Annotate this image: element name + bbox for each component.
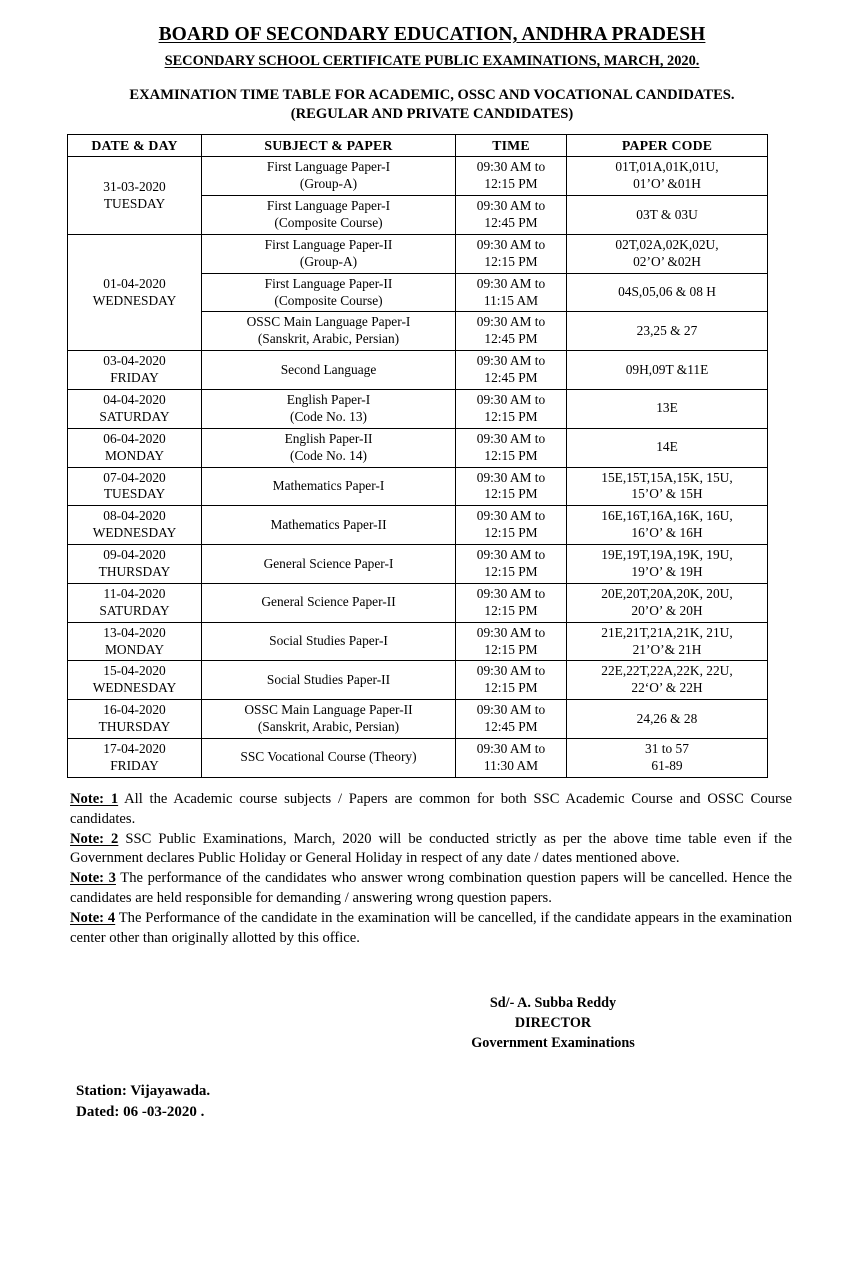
cell-subject-paper	[202, 583, 456, 622]
table-row	[68, 739, 768, 778]
time-end: 12:15 PM	[484, 253, 538, 269]
table-row	[68, 622, 768, 661]
cell-subject-paper	[202, 622, 456, 661]
table-row	[68, 700, 768, 739]
paper-code-line-2: 22‘O’ & 22H	[631, 680, 703, 696]
timetable-header-row	[68, 135, 768, 157]
cell-paper-code	[567, 351, 768, 390]
time-start: 09:30 AM to	[476, 585, 546, 601]
cell-subject-paper	[202, 234, 456, 273]
paper-code-line-1: 31 to 57	[645, 741, 689, 757]
time-start: 09:30 AM to	[476, 663, 546, 679]
cell-paper-code	[567, 739, 768, 778]
time-start: 09:30 AM to	[476, 236, 546, 252]
time-start: 09:30 AM to	[476, 314, 546, 330]
time-start: 09:30 AM to	[476, 702, 546, 718]
cell-paper-code	[567, 506, 768, 545]
time-end: 12:15 PM	[484, 641, 538, 657]
subject-name: Second Language	[280, 361, 377, 377]
cell-time	[456, 428, 567, 467]
table-row	[68, 390, 768, 429]
cell-date-day	[68, 545, 202, 584]
cell-paper-code	[567, 545, 768, 584]
note-label: Note: 4	[70, 909, 116, 926]
time-start: 09:30 AM to	[476, 508, 546, 524]
paper-code-line-2: 16’O’ & 16H	[631, 525, 703, 541]
note-text: All the Academic course subjects / Papers are common for both SSC Academic Course and OSSC Course candidates.	[70, 790, 792, 827]
document-header	[0, 0, 864, 123]
cell-time	[456, 467, 567, 506]
table-row	[68, 661, 768, 700]
subject-name: First Language Paper-II	[264, 236, 393, 252]
exam-timetable	[67, 134, 768, 778]
subject-name: First Language Paper-I	[266, 198, 391, 214]
footer-dated: Dated: 06 -03-2020 .	[76, 1103, 205, 1120]
subject-detail: (Code No. 14)	[290, 447, 367, 463]
signature-designation: DIRECTOR	[514, 1014, 592, 1031]
time-start: 09:30 AM to	[476, 547, 546, 563]
exam-date: 06-04-2020	[103, 430, 166, 446]
time-end: 12:45 PM	[484, 719, 538, 735]
subject-name: First Language Paper-I	[266, 159, 391, 175]
exam-date: 15-04-2020	[103, 663, 166, 679]
paper-code-line-1: 14E	[656, 439, 678, 455]
paper-code-line-1: 13E	[656, 400, 678, 416]
cell-subject-paper	[202, 196, 456, 235]
page-subtitle: SECONDARY SCHOOL CERTIFICATE PUBLIC EXAMINATIONS, MARCH, 2020.	[164, 53, 700, 70]
footer-block	[0, 1081, 864, 1122]
time-end: 12:15 PM	[484, 447, 538, 463]
cell-paper-code	[567, 467, 768, 506]
paper-code-line-1: 20E,20T,20A,20K, 20U,	[601, 585, 733, 601]
timetable-body	[68, 157, 768, 778]
note-text: SSC Public Examinations, March, 2020 will be conducted strictly as per the above time table even if the Government declares Public Holiday or General Holiday in respect of any date / dates mentioned above.	[70, 830, 792, 867]
cell-subject-paper	[202, 428, 456, 467]
column-header-date-day: DATE & DAY	[68, 135, 202, 157]
cell-date-day	[68, 390, 202, 429]
cell-subject-paper	[202, 351, 456, 390]
paper-code-line-2: 21’O’& 21H	[632, 641, 702, 657]
exam-day: TUESDAY	[103, 195, 166, 211]
cell-time	[456, 196, 567, 235]
paper-code-line-1: 01T,01A,01K,01U,	[615, 159, 719, 175]
cell-time	[456, 583, 567, 622]
paper-code-line-2: 02’O’ &02H	[633, 253, 701, 269]
exam-date: 01-04-2020	[103, 275, 166, 291]
table-row	[68, 583, 768, 622]
subject-name: English Paper-II	[284, 430, 373, 446]
cell-paper-code	[567, 196, 768, 235]
cell-date-day	[68, 234, 202, 350]
subject-name: English Paper-I	[286, 392, 371, 408]
note-label: Note: 2	[70, 830, 119, 847]
time-start: 09:30 AM to	[476, 275, 546, 291]
subject-name: OSSC Main Language Paper-I	[246, 314, 411, 330]
column-header-time: TIME	[456, 135, 567, 157]
cell-subject-paper	[202, 312, 456, 351]
exam-date: 04-04-2020	[103, 392, 166, 408]
note-text: The Performance of the candidate in the examination will be cancelled, if the candidate appears in the examination center other than originally allotted by this office.	[70, 909, 793, 946]
exam-day: FRIDAY	[110, 757, 159, 773]
exam-day: WEDNESDAY	[92, 292, 177, 308]
subject-name: Mathematics Paper-I	[272, 478, 385, 494]
subject-name: Mathematics Paper-II	[270, 516, 387, 532]
cell-date-day	[68, 739, 202, 778]
column-header-paper-code: PAPER CODE	[567, 135, 768, 157]
cell-paper-code	[567, 661, 768, 700]
subject-name: OSSC Main Language Paper-II	[244, 702, 413, 718]
paper-code-line-1: 15E,15T,15A,15K, 15U,	[601, 469, 733, 485]
time-end: 12:15 PM	[484, 602, 538, 618]
exam-date: 11-04-2020	[103, 585, 166, 601]
timetable-container	[0, 134, 864, 778]
cell-date-day	[68, 351, 202, 390]
subject-name: Social Studies Paper-II	[266, 671, 391, 687]
exam-date: 09-04-2020	[103, 547, 166, 563]
cell-paper-code	[567, 428, 768, 467]
time-start: 09:30 AM to	[476, 159, 546, 175]
paper-code-line-1: 04S,05,06 & 08 H	[618, 284, 716, 300]
time-end: 12:15 PM	[484, 680, 538, 696]
cell-subject-paper	[202, 700, 456, 739]
cell-paper-code	[567, 234, 768, 273]
exam-date: 08-04-2020	[103, 508, 166, 524]
subject-name: General Science Paper-I	[263, 555, 394, 571]
table-row	[68, 351, 768, 390]
exam-day: WEDNESDAY	[92, 680, 177, 696]
time-start: 09:30 AM to	[476, 469, 546, 485]
page-title: BOARD OF SECONDARY EDUCATION, ANDHRA PRADESH	[158, 24, 706, 45]
subject-detail: (Group-A)	[299, 176, 358, 192]
cell-subject-paper	[202, 273, 456, 312]
paper-code-line-2: 20’O’ & 20H	[631, 602, 703, 618]
paper-code-line-1: 24,26 & 28	[636, 710, 698, 726]
subject-detail: (Composite Course)	[274, 292, 383, 308]
time-end: 12:15 PM	[484, 564, 538, 580]
exam-day: WEDNESDAY	[92, 525, 177, 541]
cell-subject-paper	[202, 467, 456, 506]
signature-department: Government Examinations	[471, 1034, 635, 1051]
cell-paper-code	[567, 312, 768, 351]
time-start: 09:30 AM to	[476, 392, 546, 408]
cell-time	[456, 273, 567, 312]
subject-name: General Science Paper-II	[261, 594, 396, 610]
cell-date-day	[68, 428, 202, 467]
cell-subject-paper	[202, 661, 456, 700]
cell-paper-code	[567, 622, 768, 661]
time-end: 12:15 PM	[484, 486, 538, 502]
cell-time	[456, 545, 567, 584]
exam-date: 07-04-2020	[103, 469, 166, 485]
signature-inner	[471, 993, 635, 1053]
exam-day: TUESDAY	[103, 486, 166, 502]
cell-time	[456, 661, 567, 700]
cell-date-day	[68, 622, 202, 661]
note-item	[70, 909, 792, 949]
table-row	[68, 428, 768, 467]
cell-time	[456, 700, 567, 739]
paper-code-line-1: 23,25 & 27	[636, 322, 698, 338]
table-row	[68, 467, 768, 506]
cell-date-day	[68, 700, 202, 739]
table-row	[68, 157, 768, 196]
cell-paper-code	[567, 273, 768, 312]
cell-time	[456, 739, 567, 778]
exam-day: THURSDAY	[98, 719, 171, 735]
paper-code-line-1: 21E,21T,21A,21K, 21U,	[601, 624, 733, 640]
time-end: 12:45 PM	[484, 331, 538, 347]
exam-date: 31-03-2020	[103, 178, 166, 194]
paper-code-line-2: 15’O’ & 15H	[631, 486, 703, 502]
subject-detail: (Code No. 13)	[290, 408, 367, 424]
cell-time	[456, 157, 567, 196]
time-end: 11:15 AM	[483, 292, 539, 308]
exam-date: 13-04-2020	[103, 624, 166, 640]
page-description-line-1: EXAMINATION TIME TABLE FOR ACADEMIC, OSSC AND VOCATIONAL CANDIDATES.	[129, 86, 735, 103]
subject-name: First Language Paper-II	[264, 275, 393, 291]
signature-name: Sd/- A. Subba Reddy	[489, 994, 617, 1011]
note-item	[70, 869, 792, 909]
cell-paper-code	[567, 700, 768, 739]
note-label: Note: 3	[70, 870, 116, 887]
cell-subject-paper	[202, 157, 456, 196]
time-start: 09:30 AM to	[476, 430, 546, 446]
subject-name: Social Studies Paper-I	[269, 633, 388, 649]
signature-block	[0, 993, 864, 1053]
column-header-subject-paper: SUBJECT & PAPER	[202, 135, 456, 157]
cell-paper-code	[567, 390, 768, 429]
cell-subject-paper	[202, 739, 456, 778]
paper-code-line-2: 19’O’ & 19H	[631, 564, 703, 580]
cell-paper-code	[567, 157, 768, 196]
time-start: 09:30 AM to	[476, 353, 546, 369]
cell-date-day	[68, 661, 202, 700]
subject-name: SSC Vocational Course (Theory)	[240, 749, 417, 765]
subject-detail: (Sanskrit, Arabic, Persian)	[257, 331, 400, 347]
exam-day: FRIDAY	[110, 370, 159, 386]
note-item	[70, 830, 792, 870]
cell-time	[456, 312, 567, 351]
time-start: 09:30 AM to	[476, 741, 546, 757]
table-row	[68, 234, 768, 273]
time-end: 12:15 PM	[484, 408, 538, 424]
paper-code-line-1: 19E,19T,19A,19K, 19U,	[601, 547, 733, 563]
note-text: The performance of the candidates who answer wrong combination question papers will be cancelled. Hence the candidates are held responsible for demanding / answering wrong question papers.	[70, 870, 793, 907]
exam-date: 16-04-2020	[103, 702, 166, 718]
note-item	[70, 790, 792, 830]
paper-code-line-1: 03T & 03U	[636, 206, 698, 222]
cell-paper-code	[567, 583, 768, 622]
cell-date-day	[68, 506, 202, 545]
time-start: 09:30 AM to	[476, 624, 546, 640]
cell-date-day	[68, 583, 202, 622]
paper-code-line-2: 61-89	[651, 757, 683, 773]
exam-day: SATURDAY	[99, 408, 170, 424]
exam-day: MONDAY	[104, 447, 165, 463]
subject-detail: (Group-A)	[299, 253, 358, 269]
cell-date-day	[68, 157, 202, 235]
notes-section	[0, 790, 864, 949]
time-end: 11:30 AM	[483, 757, 539, 773]
page-description	[0, 86, 864, 123]
time-end: 12:15 PM	[484, 525, 538, 541]
paper-code-line-1: 09H,09T &11E	[625, 361, 709, 377]
time-end: 12:45 PM	[484, 370, 538, 386]
time-end: 12:45 PM	[484, 215, 538, 230]
page-description-line-2: (REGULAR AND PRIVATE CANDIDATES)	[290, 105, 574, 122]
cell-time	[456, 351, 567, 390]
subject-detail: (Composite Course)	[274, 215, 383, 230]
subject-detail: (Sanskrit, Arabic, Persian)	[257, 719, 400, 735]
paper-code-line-2: 01’O’ &01H	[633, 176, 701, 192]
cell-time	[456, 622, 567, 661]
footer-station: Station: Vijayawada.	[76, 1083, 211, 1100]
cell-time	[456, 234, 567, 273]
exam-date: 03-04-2020	[103, 353, 166, 369]
cell-subject-paper	[202, 506, 456, 545]
time-start: 09:30 AM to	[476, 198, 546, 214]
exam-day: THURSDAY	[98, 564, 171, 580]
paper-code-line-1: 02T,02A,02K,02U,	[615, 236, 719, 252]
table-row	[68, 545, 768, 584]
paper-code-line-1: 22E,22T,22A,22K, 22U,	[601, 663, 733, 679]
table-row	[68, 506, 768, 545]
note-label: Note: 1	[70, 790, 119, 807]
exam-day: SATURDAY	[99, 602, 170, 618]
paper-code-line-1: 16E,16T,16A,16K, 16U,	[601, 508, 733, 524]
exam-day: MONDAY	[104, 641, 165, 657]
cell-time	[456, 506, 567, 545]
exam-date: 17-04-2020	[103, 741, 166, 757]
cell-date-day	[68, 467, 202, 506]
cell-subject-paper	[202, 545, 456, 584]
time-end: 12:15 PM	[484, 176, 538, 192]
timetable-head	[68, 135, 768, 157]
cell-subject-paper	[202, 390, 456, 429]
cell-time	[456, 390, 567, 429]
